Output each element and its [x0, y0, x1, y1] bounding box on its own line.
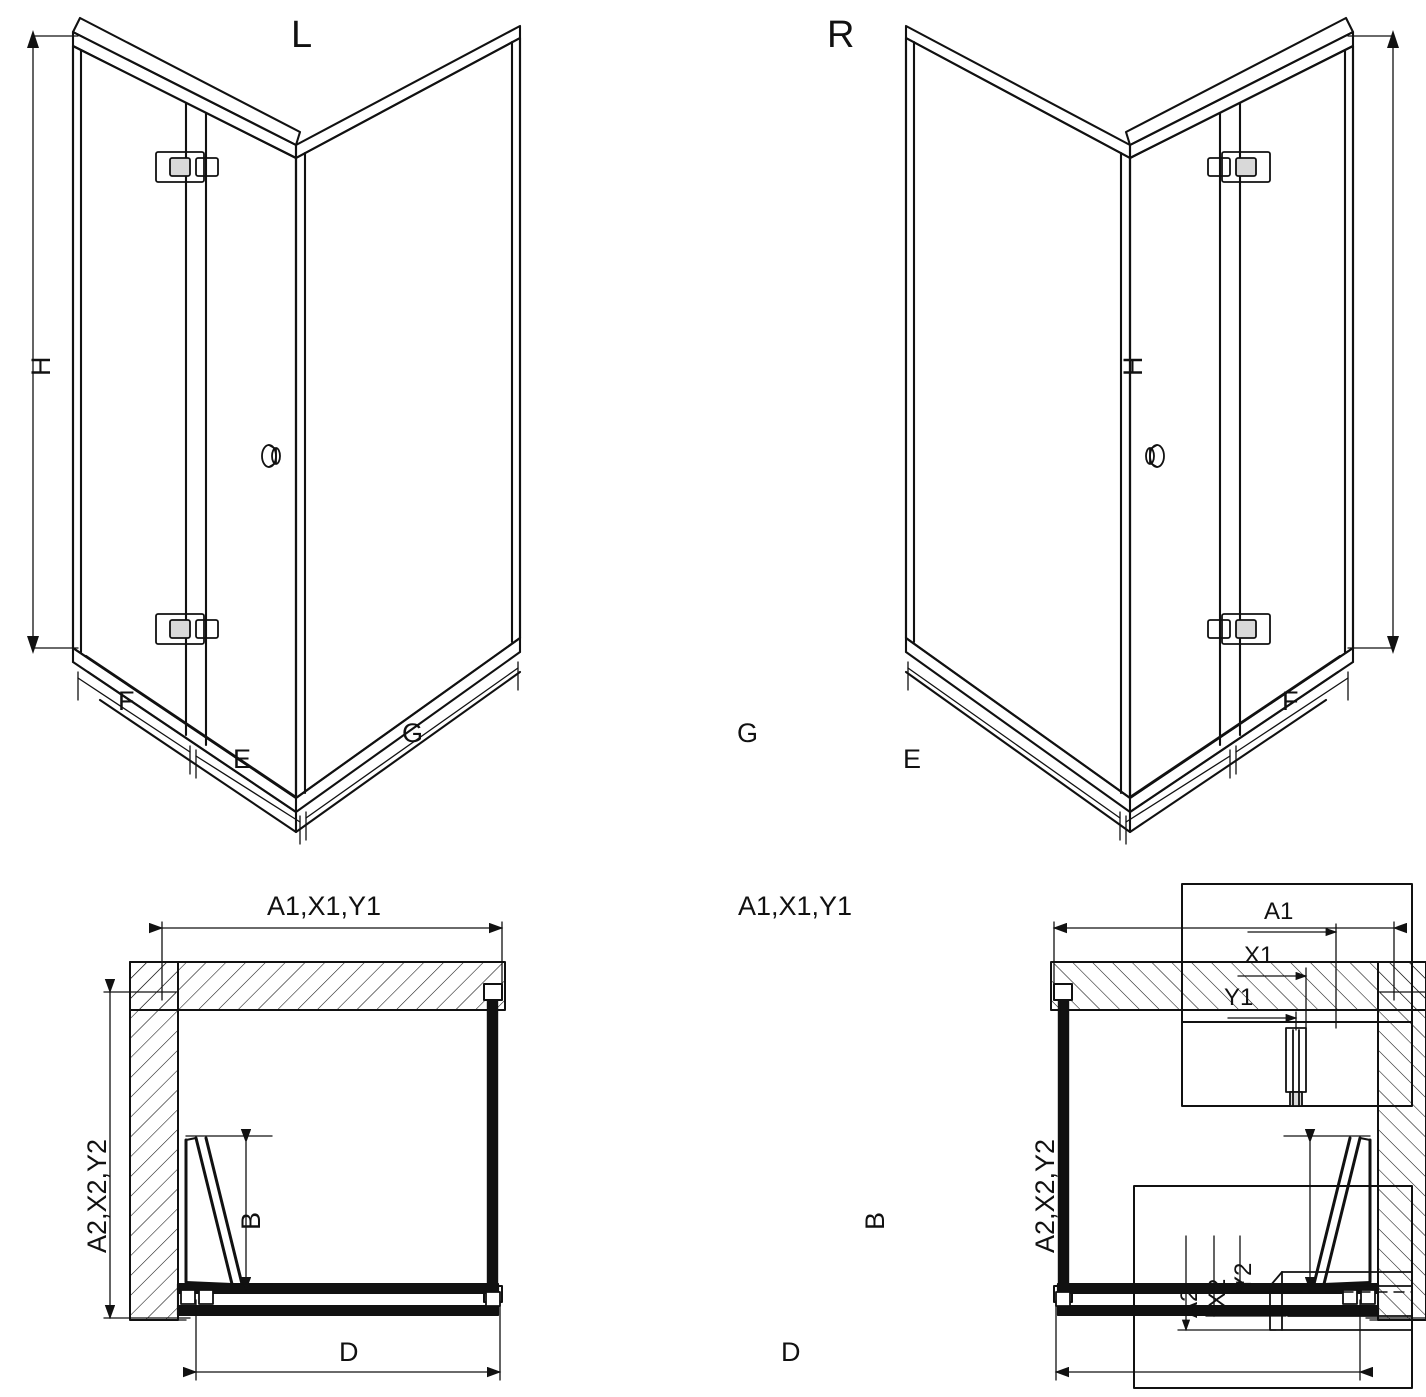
iso-left-dims	[78, 662, 518, 844]
label-detail-top-y1: Y1	[1224, 984, 1254, 1011]
label-plan-left-b: B	[236, 1211, 266, 1230]
label-plan-left-top: A1,X1,Y1	[267, 891, 382, 921]
label-plan-right-b: B	[860, 1211, 890, 1230]
label-detail-top-x1: X1	[1244, 942, 1274, 969]
iso-right-group	[906, 18, 1399, 844]
label-iso-right-e: E	[903, 744, 922, 774]
label-variant-left: L	[291, 14, 314, 56]
label-height-right: H	[1118, 356, 1148, 376]
label-detail-bottom-x2: X2	[1204, 1278, 1231, 1308]
label-height-left: H	[26, 356, 56, 376]
iso-left-group	[27, 18, 520, 832]
label-plan-right-d: D	[781, 1337, 801, 1367]
label-iso-left-g: G	[402, 718, 424, 748]
label-iso-right-g: G	[737, 718, 759, 748]
label-detail-top-a1: A1	[1264, 898, 1294, 925]
label-variant-right: R	[827, 14, 856, 56]
label-plan-right-side: A2,X2,Y2	[1030, 1138, 1060, 1253]
label-plan-left-d: D	[339, 1337, 359, 1367]
label-plan-right-top: A1,X1,Y1	[738, 891, 853, 921]
label-plan-left-side: A2,X2,Y2	[82, 1138, 112, 1253]
label-detail-bottom-a2: A2	[1176, 1288, 1203, 1318]
label-iso-left-f: F	[118, 686, 135, 716]
label-detail-bottom-y2: Y2	[1230, 1262, 1257, 1292]
label-iso-right-f: F	[1282, 686, 1299, 716]
label-iso-left-e: E	[233, 744, 252, 774]
plan-left-group	[104, 922, 505, 1380]
